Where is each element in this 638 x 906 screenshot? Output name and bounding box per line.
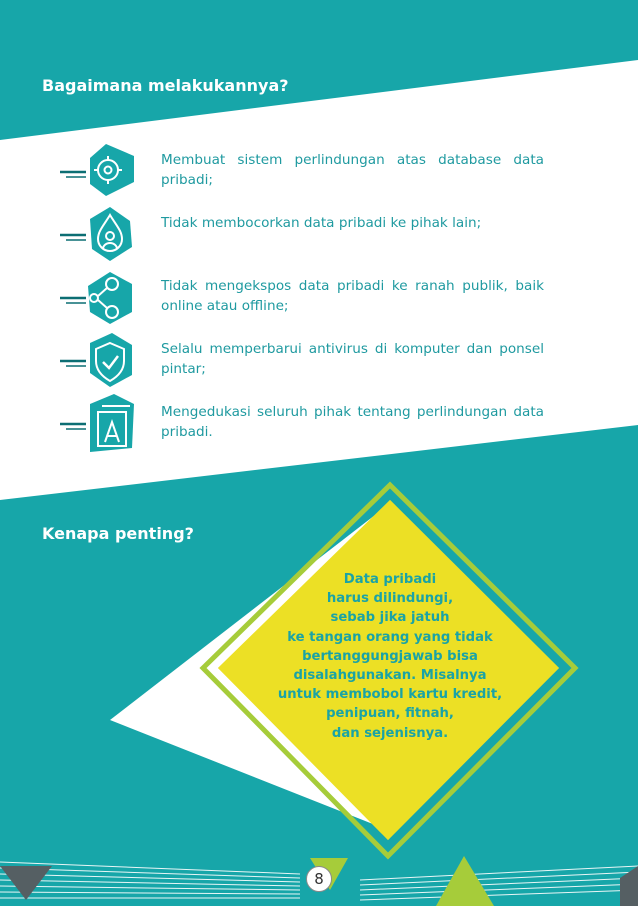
step-text: Mengedukasi seluruh pihak tentang perlindungan data pribadi. [161,404,544,440]
book-a-icon [60,392,134,456]
callout-line: bertanggungjawab bisa [302,648,478,664]
step-item [60,272,544,335]
callout-line: dan sejenisnya. [331,725,449,741]
step-item [60,398,544,461]
callout-line: Data pribadi [343,572,437,587]
share-nodes-icon [60,266,134,330]
step-text: Tidak membocorkan data pribadi ke pihak lain; [161,215,482,231]
step-item [60,335,544,398]
step-item [60,146,544,209]
callout-line: disalahgunakan. Misalnya [293,668,487,684]
callout-line: penipuan, fitnah, [326,706,454,722]
callout-line: untuk membobol kartu kredit, [277,687,503,703]
callout-line: harus dilindungi, [326,591,454,607]
heading-why: Kenapa penting? [42,524,194,543]
check-shield-icon [60,329,134,393]
callout-line: ke tangan orang yang tidak [287,629,493,645]
page-number: 8 [306,866,332,892]
drop-user-icon [60,203,134,267]
callout-text [262,570,518,743]
heading-how: Bagaimana melakukannya? [42,76,289,95]
step-text: Tidak mengekspos data pribadi ke ranah publik, baik online atau offline; [161,278,544,314]
gear-shield-icon [60,140,134,204]
steps-list [60,146,544,461]
top-teal-band [0,0,638,140]
step-text: Membuat sistem perlindungan atas database data pribadi; [161,152,544,188]
step-item [60,209,544,272]
callout-line: sebab jika jatuh [330,610,450,626]
step-text: Selalu memperbarui antivirus di komputer dan ponsel pintar; [161,341,544,377]
